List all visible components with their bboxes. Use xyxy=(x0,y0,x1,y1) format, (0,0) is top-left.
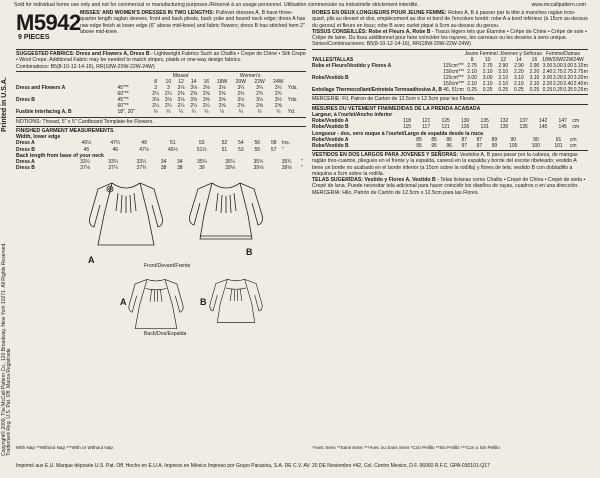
table-cell: 85 xyxy=(431,136,437,143)
table-cell: 0.25 xyxy=(467,87,477,94)
table-cell: 3½ xyxy=(256,97,264,104)
table-cell: 2⅝ xyxy=(218,103,226,110)
size-header: 22W xyxy=(254,78,265,85)
top-notice xyxy=(14,0,594,10)
back-length-title: Back length from base of your neck xyxy=(16,152,104,159)
size-header: 20W xyxy=(552,56,563,63)
table-cell: 53 xyxy=(238,146,244,153)
row-sublabel: 150cm*** xyxy=(443,81,465,88)
bottom-imprint xyxy=(16,462,588,470)
unit-cell: m xyxy=(583,62,588,69)
unit-cell: m xyxy=(583,69,588,76)
sidebar-printed: Printed in U.S.A. xyxy=(1,77,8,132)
width-table xyxy=(16,140,306,152)
table-cell: 2.10 xyxy=(498,81,509,88)
table-cell: 86 xyxy=(446,136,452,143)
table-cell: 52 xyxy=(221,140,228,147)
table-cell: 35¼ xyxy=(197,158,207,165)
imprint-text: Imprimé aux E.U. Marque déposée U.S. Pat. Off. Hecho en E.U.A. Impreso en México Impreso por Grupo Parasina, S.A. DE C.V. AV. 20 DE Noviembre #42, Col. Centro Mexico, D.F. 06060 R.F.C. GPA-030101-Q17 xyxy=(16,463,490,469)
largeur-table xyxy=(312,118,588,130)
table-cell: ¼ xyxy=(204,109,209,116)
front-caption: Front/Devant/Frente xyxy=(144,263,191,270)
english-column xyxy=(16,10,306,450)
table-cell: 58 xyxy=(271,140,277,147)
table-cell: 96 xyxy=(446,142,452,149)
table-cell: 89 xyxy=(491,136,498,143)
table-cell: 3⅛ xyxy=(177,97,185,104)
table-cell: 3.00 xyxy=(482,75,493,82)
row-sublabel: 45"** xyxy=(117,97,129,104)
table-cell: 3⅜ xyxy=(202,97,210,104)
table-cell: 46 xyxy=(112,146,119,153)
sidebar-trademark: Trademark Reg. U.S. Pat. Off. Marca Registrada xyxy=(6,348,12,456)
unit-cell: cm xyxy=(572,118,580,125)
series: Séries/Combinaciones: B5(8-10-12-14-16), RR(18W-20W-22W-24W) xyxy=(312,41,471,48)
table-cell: 100 xyxy=(509,142,518,149)
table-cell: 51½ xyxy=(196,146,207,153)
table-cell: 3.10 xyxy=(498,75,509,82)
table-cell: 87 xyxy=(476,136,483,143)
table-cell: 53 xyxy=(198,140,205,147)
table-cell: 3.10 xyxy=(573,62,584,69)
longueur-title: Longueur - dos, vers nuque à l'ourlet/Largo de espalda desde la nuca xyxy=(312,130,484,137)
table-cell: 2.90 xyxy=(529,62,540,69)
table-cell: ¼ xyxy=(219,109,225,116)
table-cell: 0.25 xyxy=(552,87,563,94)
tissus-body: - Tissus légers tels que Étamine • Crêpe de Chine • Crêpe de soie • Crêpe de laine. Du tissu additionnel pour faire coïncider les rayures, les carreaux ou les dessins à sens unique. xyxy=(312,28,587,42)
table-cell: 51 xyxy=(221,146,228,153)
table-cell: ¼ xyxy=(276,109,281,116)
size-header: 10 xyxy=(165,78,172,85)
table-cell: 39⅛ xyxy=(253,165,264,172)
table-row xyxy=(312,87,588,93)
pattern-description xyxy=(80,10,306,35)
table-cell: 3⅛ xyxy=(190,85,198,92)
row-label: Dress B xyxy=(16,97,35,104)
table-cell: 2.75 xyxy=(573,69,584,76)
notions: NOTIONS: Thread, 5" x 5" Cardboard Template-for Flowers. xyxy=(16,118,154,125)
table-cell: 130 xyxy=(460,118,470,125)
table-cell: 2.10 xyxy=(529,81,540,88)
description-title: MISSES' AND WOMEN'S DRESSES IN TWO LENGTHS: xyxy=(80,10,215,16)
table-cell: 121 xyxy=(441,124,450,131)
unit-cell: Yd. xyxy=(287,109,296,116)
finished-measurements-title: FINISHED GARMENT MEASUREMENTS xyxy=(16,127,114,134)
row-sublabel: 115cm*** xyxy=(443,75,464,82)
fig-label-b-front: B xyxy=(246,247,253,258)
table-cell: 34 xyxy=(160,158,167,165)
table-cell: 137 xyxy=(519,118,528,125)
table-cell: ¼ xyxy=(238,109,243,116)
table-cell: 90 xyxy=(510,136,517,143)
table-cell: 39⅛ xyxy=(281,165,292,172)
table-cell: 33¼ xyxy=(108,158,119,165)
table-cell: 47½ xyxy=(110,140,121,147)
table-cell: 2.90 xyxy=(498,62,509,69)
table-cell: 2.10 xyxy=(467,69,477,76)
table-cell: 2.75 xyxy=(563,69,574,76)
fig-label-a-front: A xyxy=(88,255,95,266)
table-cell: 0.25 xyxy=(498,87,509,94)
telas-body: - Telas livianas como Challis • Crepé de China • Crepé de seda • Crepé de lana. Puede necesitar tela adicional para hacer coincidir los diseños de rayas, cuadros o en una dirección. xyxy=(312,177,586,190)
table-cell: 101 xyxy=(554,142,563,149)
table-cell: ¼ xyxy=(191,109,196,116)
size-header: 12 xyxy=(500,56,507,63)
table-cell: 3.00 xyxy=(542,62,553,69)
table-cell: 33¼ xyxy=(80,158,90,165)
table-cell: 3.00 xyxy=(552,62,563,69)
table-cell: 90 xyxy=(533,136,539,143)
table-cell: 97 xyxy=(461,142,468,149)
row-label: Robe et Fleurs/Vestido y Flores A xyxy=(312,62,392,69)
mercerie-fr: MERCERIE: Fil, Patron de Carton de 12.5cm x 12.5cm pour les Fleurs. xyxy=(312,96,476,103)
pattern-header xyxy=(16,10,306,48)
table-cell: 3.20 xyxy=(563,75,574,82)
table-cell: 121 xyxy=(421,118,431,125)
fig-label-b-back: B xyxy=(200,297,207,308)
table-cell: 2.40 xyxy=(563,81,574,88)
table-cell: 38 xyxy=(160,165,167,172)
unit-cell: m xyxy=(583,87,588,94)
table-cell: ¼ xyxy=(178,109,184,116)
table-cell: 2¼ xyxy=(152,91,160,98)
table-cell: 132 xyxy=(499,118,509,125)
table-cell: 49 xyxy=(141,140,147,147)
fig-label-a-back: A xyxy=(120,297,127,308)
table-cell: 2⅜ xyxy=(190,91,198,98)
size-header: 16 xyxy=(203,78,210,85)
table-cell: 38 xyxy=(176,165,183,172)
table-cell: 0.25 xyxy=(563,87,574,94)
unit-cell: cm xyxy=(572,124,580,131)
table-cell: 3⅛ xyxy=(152,97,160,104)
table-cell: 0.25 xyxy=(542,87,553,94)
dress-a-front-drawing xyxy=(86,175,166,253)
row-sublabel: 115cm*** xyxy=(443,62,464,69)
table-cell: 140 xyxy=(538,124,548,131)
size-header: 24W xyxy=(573,56,584,63)
table-cell: 135 xyxy=(519,124,528,131)
longueur-table xyxy=(312,137,588,149)
table-cell: 135 xyxy=(480,118,489,125)
largeur-title: Largeur, à l'ourlet/Ancho inferior xyxy=(312,112,393,119)
table-cell: 2.10 xyxy=(482,81,493,88)
row-label: Dress B xyxy=(16,146,35,153)
table-cell: 115 xyxy=(403,124,412,131)
size-header: 22W xyxy=(563,56,574,63)
size-header: 8 xyxy=(470,56,474,63)
table-cell: 2.20 xyxy=(529,69,540,76)
vestidos-body: Vestidos A, B para pasar por la cabeza, de mangas raglán tres-cuartos, pliegues en el frente y la espalda, canesú en la espalda y borde del escote ribeteado; vestido A tiene un borde no acabado en el borde inferior (a 15cm sobre la rodilla) y flores de tela; vestido B con dobladillo a máquina a 5cm sobre la rodilla. xyxy=(312,152,578,177)
table-cell: 33¼ xyxy=(136,158,147,165)
table-cell: ¼ xyxy=(257,109,262,116)
table-cell: 55 xyxy=(254,146,261,153)
technical-drawings xyxy=(16,171,306,341)
top-notice-text: Sold for individual home use only and not for commercial or manufacturing purposes./Réservé à un usage personnel. Utilisation commerciale ou industrielle strictement interdite. xyxy=(14,2,419,8)
unit-cell: m xyxy=(583,75,588,82)
row-label: Fusible Interfacing A, B xyxy=(16,109,72,116)
size-header: 24W xyxy=(273,78,284,85)
table-cell: 3⅛ xyxy=(218,85,226,92)
table-cell: 3½ xyxy=(274,97,282,104)
row-sublabel: 60"** xyxy=(117,91,129,98)
table-cell: 46½ xyxy=(81,140,92,147)
table-cell: 100 xyxy=(531,142,541,149)
table-cell: 2¾ xyxy=(274,91,282,98)
french-description xyxy=(312,10,588,29)
table-cell: 57 xyxy=(271,146,277,153)
table-cell: 2⅝ xyxy=(256,103,264,110)
row-label: Dress A xyxy=(16,140,35,147)
women-header: Femme/Damas xyxy=(545,50,581,57)
table-cell: 130 xyxy=(499,124,509,131)
table-cell: 2.90 xyxy=(513,62,524,69)
table-cell: 39 xyxy=(199,165,205,172)
table-cell: 2.10 xyxy=(498,69,509,76)
row-label: Robe/Vestido A xyxy=(312,118,349,125)
table-cell: 0.25 xyxy=(513,87,524,94)
row-label: Dress A xyxy=(16,158,35,165)
suggested-fabrics xyxy=(16,51,306,64)
table-cell: 3.20 xyxy=(573,75,584,82)
table-cell: 0.25 xyxy=(482,87,493,94)
table-cell: 2.10 xyxy=(467,81,477,88)
table-cell: 117 xyxy=(422,124,431,131)
table-cell: 2.40 xyxy=(542,69,553,76)
table-cell: 2.20 xyxy=(542,81,553,88)
table-cell: 3.20 xyxy=(552,75,563,82)
table-cell: 37¾ xyxy=(136,165,147,172)
table-cell: 3.00 xyxy=(542,75,553,82)
back-caption: Back/Dos/Espalda xyxy=(144,331,187,338)
telas-title: TELAS SUGERIDAS: Vestido y Flores A, Vestido B xyxy=(312,177,436,184)
table-cell: 34 xyxy=(176,158,183,165)
description-body: Pullover dresses A, B have three-quarter length raglan sleeves, front and back pleats, back yoke and bound neck edge; dress A has raw edge finish at lower edge (6" above mid-knee) and fabric flowers; dress B has stitched hem 2" above mid-knee. xyxy=(80,10,306,35)
website-url[interactable]: www.mccallpattern.com xyxy=(531,2,586,8)
table-cell: 97 xyxy=(476,142,483,149)
table-row xyxy=(312,143,588,149)
table-cell: 147 xyxy=(558,118,567,125)
unit-cell: Ins. xyxy=(282,140,291,147)
table-cell: 2¼ xyxy=(190,103,198,110)
table-cell: 2.20 xyxy=(513,69,524,76)
size-header: 20W xyxy=(235,78,246,85)
width-title: Width, lower edge xyxy=(16,134,61,141)
size-header: 14 xyxy=(190,78,197,85)
table-cell: 3.00 xyxy=(563,62,574,69)
merceria-es: MERCERIA: Hilo, Patrón de Cartón de 12.5cm x 12.5cm para las Flores. xyxy=(312,189,479,196)
table-cell: 2¼ xyxy=(202,103,210,110)
table-cell: 37¼ xyxy=(108,165,119,172)
left-sidebar xyxy=(0,12,14,458)
table-cell: 3⅛ xyxy=(164,97,172,104)
table-cell: 2¾ xyxy=(237,91,245,98)
table-cell: 87 xyxy=(461,136,468,143)
table-cell: 2.75 xyxy=(552,69,563,76)
fabrics-title: SUGGESTED FABRICS: Dress and Flowers A, Dress B xyxy=(16,51,150,57)
table-cell: 2.10 xyxy=(482,69,493,76)
unit-cell: m xyxy=(583,81,588,88)
nap-legend: With Nap **Without Nap ***With or Without Nap xyxy=(16,445,113,450)
table-cell: 3½ xyxy=(237,97,245,104)
table-cell: 49½ xyxy=(168,146,178,153)
sens-legend: *Avec Sens **Sans Sens ***Avec ou Sans Sens *Con Pelillo **Sin Pelillo ***Con o Sin Pelillo xyxy=(312,445,500,450)
size-header: 14 xyxy=(516,56,522,63)
table-cell: 3 xyxy=(154,85,158,92)
telas xyxy=(312,177,588,190)
french-spanish-column xyxy=(312,10,588,450)
tissus-title: TISSUS CONSEILLÉS: Robe et Fleurs A, Robe B xyxy=(312,28,431,35)
pattern-number: M5942 xyxy=(16,10,81,35)
unit-cell: cm xyxy=(569,136,577,143)
table-cell: 2⅝ xyxy=(218,91,226,98)
misses-header: Misses' xyxy=(172,72,190,79)
table-cell: 54 xyxy=(238,140,244,147)
row-sublabel: 46, 51cm xyxy=(443,87,464,94)
table-cell: 3⅛ xyxy=(202,85,210,92)
table-cell: 3¼ xyxy=(256,85,264,92)
french-desc-title: ROBES EN DEUX LONGUEURS POUR JEUNE FEMME: xyxy=(312,10,447,16)
table-cell: 118 xyxy=(403,118,412,125)
table-cell: 85 xyxy=(416,136,422,143)
table-cell: 3⅛ xyxy=(177,85,185,92)
table-cell: 2¼ xyxy=(177,103,185,110)
unit-cell: " xyxy=(300,158,303,165)
row-label: Robe/Vestido B xyxy=(312,124,349,131)
dress-b-front-drawing xyxy=(186,175,266,253)
dress-a-back-drawing xyxy=(126,275,186,333)
table-cell: 142 xyxy=(538,118,548,125)
table-cell: 2.10 xyxy=(513,81,524,88)
vestidos-description xyxy=(312,152,588,177)
table-cell: 3.00 xyxy=(467,75,477,82)
table-cell: 2¼ xyxy=(164,103,172,110)
table-cell: 95 xyxy=(431,142,437,149)
table-cell: 37⅛ xyxy=(80,165,90,172)
row-label: Robe/Vestido A xyxy=(312,136,349,143)
table-cell: 2⅝ xyxy=(237,103,245,110)
table-cell: ¼ xyxy=(166,109,171,116)
size-header: 8 xyxy=(154,78,158,85)
table-cell: 3⅝ xyxy=(218,97,226,104)
metric-yardage-table xyxy=(312,51,588,94)
unit-cell: Yds. xyxy=(287,85,298,92)
table-cell: 2.75 xyxy=(482,62,493,69)
table-cell: 3.10 xyxy=(513,75,524,82)
table-cell: 145 xyxy=(558,124,567,131)
table-cell: 35¾ xyxy=(253,158,264,165)
table-cell: 3¼ xyxy=(237,85,245,92)
french-desc-body: Robes A, B à passer par la tête à manches raglan trois-quart, plis au devant et dos, empiècement au dos et bord de l'encolure bordé; robe A a bord inférieur (à 15cm au-dessus du genou) et fleurs en tissu; robe B avec ourlet piqué à 5cm au-dessus du genou. xyxy=(312,10,588,29)
size-header: 16 xyxy=(531,56,538,63)
table-cell: 0.25 xyxy=(573,87,584,94)
table-cell: 2.75 xyxy=(467,62,477,69)
table-cell: 2.20 xyxy=(552,81,563,88)
tissus xyxy=(312,29,588,42)
size-header: 10 xyxy=(484,56,491,63)
womens-header: Women's xyxy=(239,72,261,79)
table-cell: 131 xyxy=(480,124,489,131)
row-label: Robe/Vestido B xyxy=(312,75,349,82)
row-label: Dress B xyxy=(16,165,35,172)
size-header: 12 xyxy=(178,78,184,85)
row-sublabel: 60"** xyxy=(117,103,129,110)
table-cell: 35¾ xyxy=(281,158,292,165)
table-cell: 3.10 xyxy=(529,75,540,82)
unit-cell: " xyxy=(282,146,284,153)
size-header: 18W xyxy=(542,56,553,63)
unit-cell: cm xyxy=(569,142,577,149)
table-row xyxy=(16,109,306,115)
table-cell: 2⅝ xyxy=(274,103,282,110)
row-label: Entoilage Thermocollant/Entretela Termoadhesiva A, B xyxy=(312,87,443,94)
dress-b-back-drawing xyxy=(206,275,266,331)
row-label: Robe/Vestido B xyxy=(312,142,349,149)
pieces-count: 9 PIECES xyxy=(18,34,50,41)
row-sublabel: 45"** xyxy=(117,85,129,92)
row-sublabel: 150cm*** xyxy=(443,69,465,76)
table-cell: 51 xyxy=(170,140,176,147)
sidebar-copyright: Copyright© 2009, The McCall Pattern Co., 120 Broadway, New York 10271. All Rights Reserved. xyxy=(1,242,7,456)
row-sublabel: 18", 20" xyxy=(117,109,135,116)
combinations: Combinations: B5(8-10-12-14-16), RR(18W-20W-22W-24W) xyxy=(16,63,155,70)
yardage-table xyxy=(16,73,306,116)
table-cell: 2⅜ xyxy=(177,91,185,98)
fabrics-body: - Lightweight Fabrics Such as Challis • Crepe de Chine • Silk Crepe • Wool Crepe. Additional Fabric may be needed to match stripes, plaids or one-way design fabrics. xyxy=(16,51,306,64)
tailles-label: TAILLES/TALLAS xyxy=(312,56,354,63)
table-cell: 35¼ xyxy=(225,158,236,165)
young-women-header: Jeune Femme/ Jóvenes y Señoras xyxy=(464,50,542,57)
table-cell: 45 xyxy=(83,146,90,153)
table-cell: 126 xyxy=(460,124,470,131)
vestidos-title: VESTIDOS EN DOS LARGOS PARA JOVENES Y SEÑORAS: xyxy=(312,152,459,158)
table-cell: 3¼ xyxy=(274,85,282,92)
table-cell: 3⅜ xyxy=(190,97,198,104)
table-cell: 91 xyxy=(555,136,562,143)
table-cell: 95 xyxy=(416,142,422,149)
unit-cell: Yds. xyxy=(287,97,298,104)
table-cell: 2⅜ xyxy=(202,91,210,98)
table-cell: 99 xyxy=(491,142,498,149)
table-cell: 39⅛ xyxy=(225,165,236,172)
table-cell: 2¾ xyxy=(256,91,264,98)
table-cell: 47½ xyxy=(139,146,149,153)
mesures-title: MESURES DU VETEMENT FINI/MEDIDAS DE LA PRENDA ACABADA xyxy=(312,105,481,112)
table-cell: 3 xyxy=(166,85,170,92)
table-cell: 125 xyxy=(441,118,450,125)
unit-cell: " xyxy=(300,165,303,172)
table-cell: 2.40 xyxy=(573,81,584,88)
size-header: 18W xyxy=(216,78,228,85)
table-cell: 2¼ xyxy=(152,103,160,110)
row-label: Dress and Flowers A xyxy=(16,85,66,92)
table-cell: 2¼ xyxy=(164,91,172,98)
table-cell: 56 xyxy=(254,140,261,147)
table-cell: ¼ xyxy=(153,109,158,116)
table-cell: 0.25 xyxy=(529,87,540,94)
back-length-table xyxy=(16,159,306,171)
